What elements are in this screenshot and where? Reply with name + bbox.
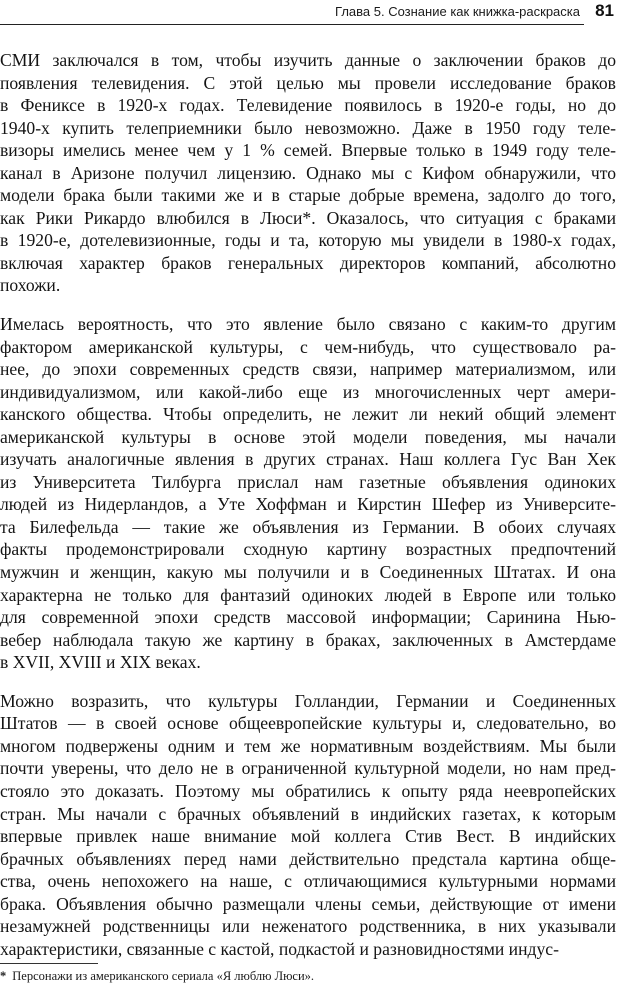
text-line: брачных объявлениях перед нами действительно предстала картина обще- [0,848,616,869]
footnote-rule [0,963,98,964]
text-line: почти уверены, что дело не в ограниченной культурной модели, но нам пред- [0,758,616,779]
text-line: людей из Нидерландов, а Уте Хоффман и Кирстин Шефер из Университе- [0,494,616,515]
header-rule [0,24,584,25]
text-line: индивидуализмом, или какой-либо еще из многочисленных черт амери- [0,381,616,402]
text-line: незамужней родственницы или неженатого родственника, в них указывали [0,916,616,937]
text-line: появления телевидения. С этой целью мы провели исследование браков [0,72,616,93]
text-line: стояло это доказать. Поэтому мы обратились к опыту ряда неевропейских [0,780,616,801]
paragraph [0,313,616,674]
text-line: мужчин и женщин, какую мы получили и в Соединенных Штатах. И она [0,562,616,583]
running-head [0,0,620,26]
paragraph [0,690,616,961]
text-line: многом подвержены одним и тем же нормативным воздействиям. Мы были [0,735,616,756]
footnote-text: Персонажи из американского сериала «Я люблю Люси». [12,969,315,983]
footnote-mark: * [0,969,7,983]
text-line: модели брака были такими же и в старые добрые времена, задолго до того, [0,185,616,206]
text-line: Имелась вероятность, что это явление было связано с каким-то другим [0,314,616,335]
text-line: визоры имелись менее чем у 1 % семей. Впервые только в 1949 году теле- [0,140,616,161]
text-line: СМИ заключался в том, чтобы изучить данные о заключении браков до [0,50,616,70]
text-line: стран. Мы начали с брачных объявлений в индийских газетах, к которым [0,803,616,824]
text-line: как Рики Рикардо влюбился в Люси*. Оказалось, что ситуация с браками [0,207,616,228]
paragraph [0,49,616,297]
text-line: в 1920-е, дотелевизионные, годы и та, которую мы увидели в 1980-х годах, [0,230,616,251]
text-line: характеристики, связанные с кастой, подкастой и разновидностями индус- [0,938,559,959]
text-line: ства, очень непохожего на наше, с отличающимися культурными нормами [0,871,616,892]
text-line: включая характер браков генеральных директоров компаний, абсолютно [0,252,616,273]
text-line: канал в Аризоне получил лицензию. Однако мы с Кифом обнаружили, что [0,162,616,183]
page-number: 81 [595,1,614,20]
text-line: изучать аналогичные явления в других странах. Наш коллега Гус Ван Хек [0,449,616,470]
text-line: 1940-х купить телеприемники было невозможно. Даже в 1950 году теле- [0,117,616,138]
text-line: характерна не только для фантазий одиноких людей в Европе или только [0,584,616,605]
text-line: факты продемонстрировали сходную картину возрастных предпочтений [0,539,616,560]
text-line: нее, до эпохи современных средств связи, например материализмом, или [0,359,616,380]
text-line: канского общества. Чтобы определить, не лежит ли некий общий элемент [0,404,616,425]
text-line: в Фениксе в 1920-х годах. Телевидение появилось в 1920-е годы, но до [0,95,616,116]
text-line: брака. Объявления обычно размещали члены семьи, действующие от имени [0,893,616,914]
text-line: Можно возразить, что культуры Голландии, Германии и Соединенных [0,690,616,711]
text-line: похожи. [0,275,61,296]
chapter-title: Глава 5. Сознание как книжка-раскраска [335,4,580,19]
text-line: из Университета Тилбурга прислал нам газетные объявления одиноких [0,471,616,492]
text-line: Штатов — в своей основе общеевропейские культуры и, следовательно, во [0,713,616,734]
text-line: американской культуры в основе этой модели поведения, мы начали [0,426,616,447]
text-line: для современной эпохи средств массовой информации; Саринина Нью- [0,607,616,628]
text-line: фактором американской культуры, с чем-нибудь, что существовало ра- [0,336,616,357]
body-text [0,49,616,960]
footnote [0,969,314,984]
text-line: вебер наблюдала такую же картину в браках, заключенных в Амстердаме [0,629,616,650]
text-line: в XVII, XVIII и XIX веках. [0,652,201,673]
text-line: та Билефельда — такие же объявления из Германии. В обоих случаях [0,516,616,537]
text-line: впервые привлек наше внимание мой коллега Стив Вест. В индийских [0,826,616,847]
